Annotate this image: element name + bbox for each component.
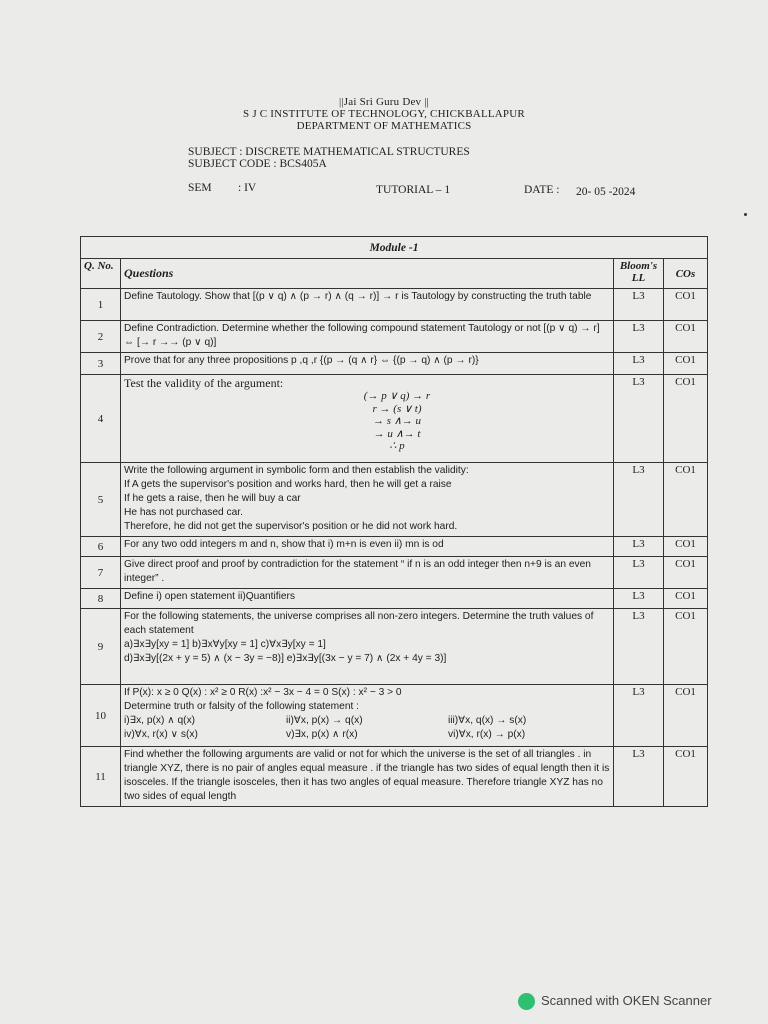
question-number: 11 <box>81 747 121 807</box>
course-outcome: CO1 <box>664 609 708 685</box>
question-line: If he gets a raise, then he will buy a car <box>124 493 301 504</box>
institute-name: S J C INSTITUTE OF TECHNOLOGY, CHICKBALLAPUR <box>243 108 525 120</box>
subject: SUBJECT : DISCRETE MATHEMATICAL STRUCTURES <box>188 146 470 158</box>
date-value: 20- 05 -2024 <box>576 186 636 198</box>
question-number: 2 <box>81 321 121 353</box>
course-outcome: CO1 <box>664 557 708 589</box>
blooms-level: L3 <box>614 321 664 353</box>
question-text: Define Tautology. Show that [(p ∨ q) ∧ (p → r) ∧ (q → r)] → r is Tautology by constructing the truth table <box>121 289 614 321</box>
tutorial-label: TUTORIAL – 1 <box>376 184 451 196</box>
blooms-level: L3 <box>614 747 664 807</box>
course-outcome: CO1 <box>664 289 708 321</box>
subject-code: SUBJECT CODE : BCS405A <box>188 158 327 170</box>
question-text <box>121 375 614 463</box>
question-number: 10 <box>81 685 121 747</box>
question-line: If P(x): x ≥ 0 Q(x) : x² ≥ 0 R(x) :x² − 3x − 4 = 0 S(x) : x² − 3 > 0 <box>124 687 402 698</box>
department-name: DEPARTMENT OF MATHEMATICS <box>296 120 472 132</box>
question-text <box>121 685 614 747</box>
statement-item: vi)∀x, r(x) → p(x) <box>448 729 526 740</box>
question-text: Find whether the following arguments are valid or not for which the universe is the set of all triangles . in triangle XYZ, there is no pair of angles equal measure . if the triangle has two sides of equal length then it is isosceles. If the triangle isosceles, then it has two angles of equal measure. Therefore triangle XYZ has no two sides of equal length <box>121 747 614 807</box>
course-outcome: CO1 <box>664 321 708 353</box>
table-row <box>81 321 708 353</box>
statement-item: i)∃x, p(x) ∧ q(x) <box>124 715 196 726</box>
premise-line: → s ∧→ u <box>372 415 422 427</box>
question-number: 8 <box>81 589 121 609</box>
table-row <box>81 353 708 375</box>
question-intro: Test the validity of the argument: <box>124 376 284 390</box>
blooms-level: L3 <box>614 537 664 557</box>
course-outcome: CO1 <box>664 463 708 537</box>
table-row <box>81 589 708 609</box>
statement-row <box>124 728 610 742</box>
table-row <box>81 685 708 747</box>
statement-item: v)∃x, p(x) ∧ r(x) <box>286 729 358 740</box>
table-row <box>81 747 708 807</box>
premise-line: → u ∧→ t <box>373 427 421 440</box>
statement-item: ii)∀x, p(x) → q(x) <box>286 715 363 726</box>
table-row <box>81 609 708 685</box>
course-outcome: CO1 <box>664 353 708 375</box>
scanner-watermark: Scanned with OKEN Scanner <box>541 993 712 1008</box>
col-header-questions: Questions <box>121 259 614 289</box>
table-row <box>81 537 708 557</box>
question-line: Therefore, he did not get the supervisor's position or he did not work hard. <box>124 521 458 532</box>
question-number: 5 <box>81 463 121 537</box>
statement-row <box>124 714 610 728</box>
question-text <box>121 463 614 537</box>
scanner-logo-icon <box>518 993 535 1010</box>
blooms-level: L3 <box>614 685 664 747</box>
course-outcome: CO1 <box>664 685 708 747</box>
question-number: 7 <box>81 557 121 589</box>
statement-item: iii)∀x, q(x) → s(x) <box>448 715 527 726</box>
question-text: For any two odd integers m and n, show that i) m+n is even ii) mn is od <box>121 537 614 557</box>
question-text: Prove that for any three propositions p ,q ,r {(p → (q ∧ r} ⇔ {(p → q) ∧ (p → r)} <box>121 353 614 375</box>
course-outcome: CO1 <box>664 375 708 463</box>
question-line: Write the following argument in symbolic form and then establish the validity: <box>124 465 469 476</box>
module-title: Module -1 <box>81 237 708 259</box>
question-number: 6 <box>81 537 121 557</box>
question-line: Determine truth or falsity of the following statement : <box>124 701 359 712</box>
question-text: Give direct proof and proof by contradiction for the statement “ if n is an odd integer then n+9 is an even integer” . <box>121 557 614 589</box>
statement-item: iv)∀x, r(x) ∨ s(x) <box>124 729 198 740</box>
date-label: DATE : <box>524 184 560 196</box>
col-header-cos: COs <box>664 259 708 289</box>
question-text <box>121 609 614 685</box>
question-line: For the following statements, the universe comprises all non-zero integers. Determine the truth values of each statement <box>124 611 594 636</box>
blooms-level: L3 <box>614 609 664 685</box>
sem-value: : IV <box>238 182 257 194</box>
question-text: Define i) open statement ii)Quantifiers <box>121 589 614 609</box>
course-outcome: CO1 <box>664 537 708 557</box>
course-outcome: CO1 <box>664 747 708 807</box>
sem-label: SEM <box>188 182 212 194</box>
table-row <box>81 375 708 463</box>
premise-line: (→ p ∨ q) → r <box>363 390 431 402</box>
question-line: If A gets the supervisor's position and works hard, then he will get a raise <box>124 479 452 490</box>
blooms-level: L3 <box>614 463 664 537</box>
question-text: Define Contradiction. Determine whether the following compound statement Tautology or not [(p ∨ q) → r] ⇔ [→ r →→ (p ∨ q)] <box>121 321 614 353</box>
conclusion-line: ∴ p <box>389 440 405 452</box>
table-row <box>81 463 708 537</box>
blooms-level: L3 <box>614 557 664 589</box>
question-line: a)∃x∃y[xy = 1] b)∃x∀y[xy = 1] c)∀x∃y[xy = 1] <box>124 639 326 650</box>
blooms-level: L3 <box>614 353 664 375</box>
question-number: 3 <box>81 353 121 375</box>
blooms-level: L3 <box>614 289 664 321</box>
course-outcome: CO1 <box>664 589 708 609</box>
blooms-level: L3 <box>614 589 664 609</box>
table-row <box>81 289 708 321</box>
question-number: 4 <box>81 375 121 463</box>
question-number: 1 <box>81 289 121 321</box>
col-header-qno: Q. No. <box>81 259 121 289</box>
table-row <box>81 557 708 589</box>
questions-table <box>80 236 708 807</box>
blooms-level: L3 <box>614 375 664 463</box>
question-line: d)∃x∃y[(2x + y = 5) ∧ (x − 3y = −8)] e)∃x∃y[(3x − y = 7) ∧ (2x + 4y = 3)] <box>124 653 447 664</box>
ink-mark <box>744 213 747 216</box>
premise-line: r → (s ∨ t) <box>372 402 422 415</box>
question-number: 9 <box>81 609 121 685</box>
question-line: He has not purchased car. <box>124 507 243 518</box>
motto: ||Jai Sri Guru Dev || <box>339 96 429 108</box>
col-header-blooms: Bloom's LL <box>614 259 664 289</box>
